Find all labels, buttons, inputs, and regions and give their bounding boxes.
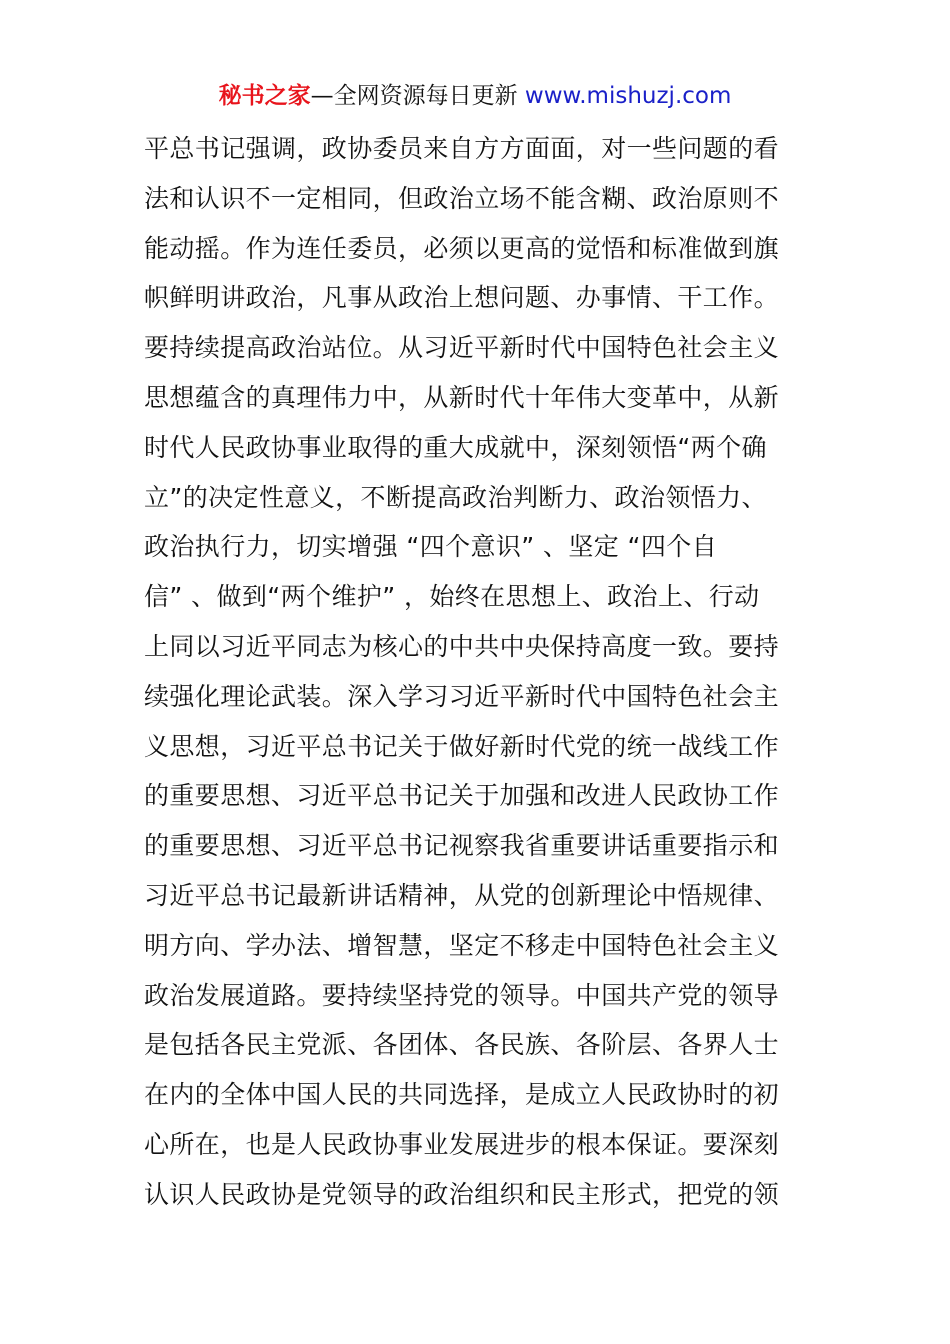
text-line: 能动摇。作为连任委员，必须以更高的觉悟和标准做到旗	[144, 233, 780, 263]
text-line: 是包括各民主党派、各团体、各民族、各阶层、各界人士	[144, 1030, 780, 1060]
site-url-link[interactable]: www.mishuzj.com	[524, 83, 732, 109]
text-line: 在内的全体中国人民的共同选择，是成立人民政协时的初	[144, 1080, 780, 1110]
text-line: 立”的决定性意义，不断提高政治判断力、政治领悟力、	[144, 482, 767, 512]
text-line: 帜鲜明讲政治，凡事从政治上想问题、办事情、干工作。	[144, 283, 780, 313]
text-line: 要持续提高政治站位。从习近平新时代中国特色社会主义	[144, 333, 780, 363]
text-line: 习近平总书记最新讲话精神，从党的创新理论中悟规律、	[144, 880, 780, 910]
text-line: 政治发展道路。要持续坚持党的领导。中国共产党的领导	[144, 980, 780, 1010]
text-line: 思想蕴含的真理伟力中，从新时代十年伟大变革中，从新	[144, 382, 780, 412]
text-line: 法和认识不一定相同，但政治立场不能含糊、政治原则不	[144, 183, 780, 213]
brand-name: 秘书之家	[218, 83, 311, 109]
text-line: 义思想，习近平总书记关于做好新时代党的统一战线工作	[144, 731, 780, 761]
text-line: 平总书记强调，政协委员来自方方面面，对一些问题的看	[144, 134, 780, 163]
text-line: 心所在，也是人民政协事业发展进步的根本保证。要深刻	[144, 1129, 780, 1159]
text-line: 时代人民政协事业取得的重大成就中，深刻领悟“两个确	[144, 432, 767, 462]
header-tagline: —全网资源每日更新	[310, 83, 525, 109]
text-line: 明方向、学办法、增智慧，坚定不移走中国特色社会主义	[144, 930, 780, 960]
page-header	[0, 80, 950, 112]
text-line: 认识人民政协是党领导的政治组织和民主形式，把党的领	[144, 1179, 780, 1209]
text-line: 续强化理论武装。深入学习习近平新时代中国特色社会主	[144, 681, 780, 711]
text-line: 政治执行力，切实增强 “四个意识” 、坚定 “四个自	[144, 532, 718, 562]
text-line: 上同以习近平同志为核心的中共中央保持高度一致。要持	[144, 631, 780, 661]
text-line: 的重要思想、习近平总书记视察我省重要讲话重要指示和	[144, 831, 780, 861]
text-line: 的重要思想、习近平总书记关于加强和改进人民政协工作	[144, 781, 780, 811]
document-body	[144, 124, 814, 1220]
text-line: 信” 、做到“两个维护” ，始终在思想上、政治上、行动	[144, 582, 760, 612]
